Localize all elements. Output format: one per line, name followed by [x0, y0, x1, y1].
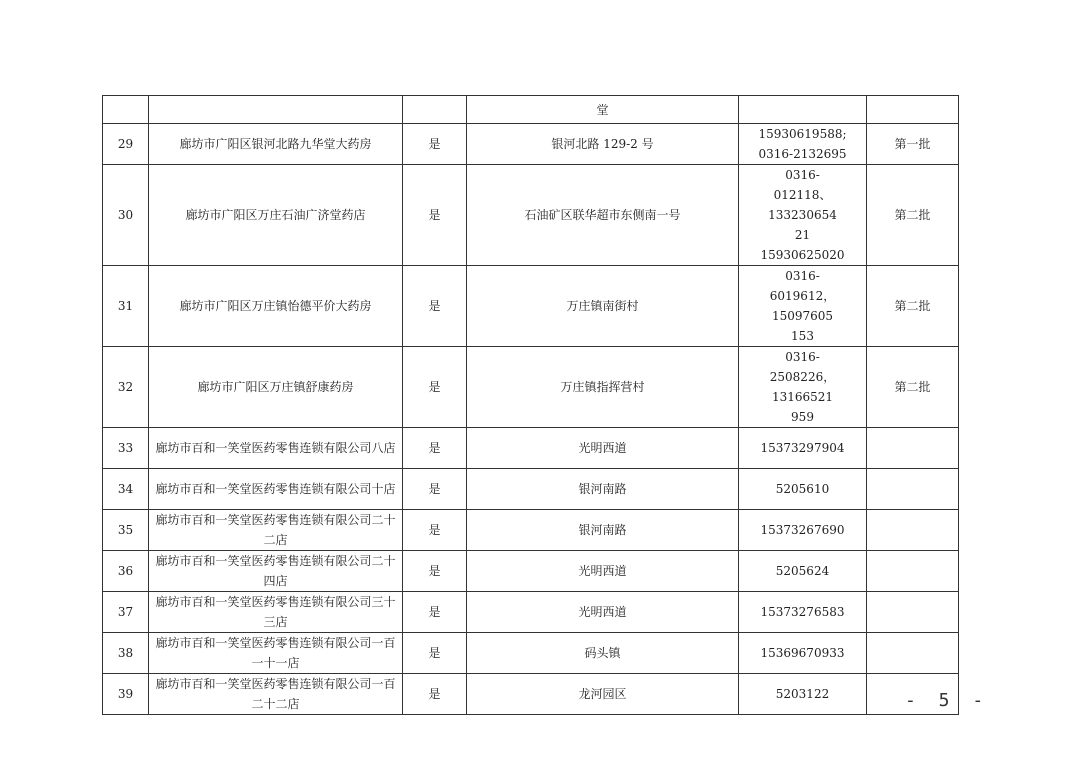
- cell-store-name: 廊坊市百和一笑堂医药零售连锁有限公司八店: [149, 428, 403, 469]
- cell-address: 万庄镇南街村: [467, 266, 739, 347]
- cell-phone: [739, 428, 867, 469]
- table-row: [103, 469, 959, 510]
- phone-line: 5203122: [775, 687, 830, 701]
- cell-store-name: 廊坊市百和一笑堂医药零售连锁有限公司一百一十一店: [149, 633, 403, 674]
- table-row: [103, 96, 959, 124]
- table-row: [103, 347, 959, 428]
- cell-store-name: 廊坊市广阳区万庄镇怡德平价大药房: [149, 266, 403, 347]
- cell-phone: [739, 469, 867, 510]
- cell-flag-yes: 是: [403, 165, 467, 266]
- cell-phone: [739, 551, 867, 592]
- phone-line: 15930625020: [760, 248, 845, 262]
- cell-flag-yes: 是: [403, 633, 467, 674]
- phone-line: 153: [791, 329, 814, 343]
- cell-address: 银河南路: [467, 510, 739, 551]
- phone-line: 15373297904: [760, 441, 845, 455]
- cell-flag-yes: 是: [403, 469, 467, 510]
- cell-phone: [739, 165, 867, 266]
- table-row: [103, 633, 959, 674]
- cell-phone: [739, 633, 867, 674]
- cell-phone: [739, 674, 867, 715]
- cell-store-name: 廊坊市百和一笑堂医药零售连锁有限公司三十三店: [149, 592, 403, 633]
- cell-address: 石油矿区联华超市东侧南一号: [467, 165, 739, 266]
- phone-line: 959: [791, 410, 814, 424]
- cell-store-name: [149, 96, 403, 124]
- cell-batch: [867, 633, 959, 674]
- cell-row-number: 30: [103, 165, 149, 266]
- cell-batch: [867, 592, 959, 633]
- cell-batch: [867, 96, 959, 124]
- table-row: [103, 428, 959, 469]
- cell-store-name: 廊坊市广阳区万庄镇舒康药房: [149, 347, 403, 428]
- cell-phone: [739, 266, 867, 347]
- phone-line: 15369670933: [760, 646, 845, 660]
- cell-row-number: 37: [103, 592, 149, 633]
- cell-batch: [867, 510, 959, 551]
- cell-phone: [739, 124, 867, 165]
- cell-store-name: 廊坊市广阳区银河北路九华堂大药房: [149, 124, 403, 165]
- phone-line: 0316-: [785, 350, 820, 364]
- phone-line: 6019612，15097605: [769, 289, 836, 323]
- cell-phone: [739, 592, 867, 633]
- phone-line: 0316-: [785, 269, 820, 283]
- cell-address: 码头镇: [467, 633, 739, 674]
- phone-line: 15930619588;: [758, 127, 847, 141]
- cell-address: 光明西道: [467, 428, 739, 469]
- cell-flag-yes: 是: [403, 674, 467, 715]
- cell-flag-yes: 是: [403, 266, 467, 347]
- cell-flag-yes: 是: [403, 510, 467, 551]
- table-row: [103, 592, 959, 633]
- cell-flag-yes: 是: [403, 124, 467, 165]
- cell-row-number: 36: [103, 551, 149, 592]
- cell-row-number: 38: [103, 633, 149, 674]
- cell-address: 光明西道: [467, 551, 739, 592]
- cell-phone: [739, 510, 867, 551]
- cell-phone: [739, 96, 867, 124]
- cell-row-number: 31: [103, 266, 149, 347]
- cell-row-number: 34: [103, 469, 149, 510]
- cell-row-number: 33: [103, 428, 149, 469]
- table-row: [103, 165, 959, 266]
- cell-batch: 第二批: [867, 165, 959, 266]
- cell-address: 光明西道: [467, 592, 739, 633]
- cell-batch: [867, 428, 959, 469]
- cell-phone: [739, 347, 867, 428]
- table-row: [103, 674, 959, 715]
- table-row: [103, 551, 959, 592]
- phone-line: 5205610: [775, 482, 830, 496]
- phone-line: 0316-: [785, 168, 820, 182]
- phone-line: 0316-2132695: [758, 147, 847, 161]
- cell-store-name: 廊坊市百和一笑堂医药零售连锁有限公司一百二十二店: [149, 674, 403, 715]
- cell-row-number: [103, 96, 149, 124]
- phone-line: 5205624: [775, 564, 830, 578]
- cell-batch: [867, 469, 959, 510]
- table-body: [103, 96, 959, 715]
- cell-flag-yes: 是: [403, 347, 467, 428]
- cell-flag-yes: [403, 96, 467, 124]
- phone-line: 21: [794, 228, 811, 242]
- cell-batch: [867, 551, 959, 592]
- cell-flag-yes: 是: [403, 551, 467, 592]
- phone-line: 2508226，13166521: [769, 370, 836, 404]
- cell-batch: 第一批: [867, 124, 959, 165]
- cell-address: 堂: [467, 96, 739, 124]
- cell-row-number: 39: [103, 674, 149, 715]
- cell-row-number: 32: [103, 347, 149, 428]
- cell-store-name: 廊坊市百和一笑堂医药零售连锁有限公司十店: [149, 469, 403, 510]
- cell-store-name: 廊坊市广阳区万庄石油广济堂药店: [149, 165, 403, 266]
- cell-flag-yes: 是: [403, 592, 467, 633]
- cell-flag-yes: 是: [403, 428, 467, 469]
- table-row: [103, 124, 959, 165]
- cell-address: 龙河园区: [467, 674, 739, 715]
- table-row: [103, 266, 959, 347]
- pharmacy-table: [102, 95, 959, 715]
- cell-address: 银河南路: [467, 469, 739, 510]
- page-number: - 5 -: [905, 690, 990, 711]
- cell-store-name: 廊坊市百和一笑堂医药零售连锁有限公司二十四店: [149, 551, 403, 592]
- phone-line: 15373276583: [760, 605, 845, 619]
- cell-row-number: 35: [103, 510, 149, 551]
- cell-address: 银河北路 129-2 号: [467, 124, 739, 165]
- cell-address: 万庄镇指挥营村: [467, 347, 739, 428]
- cell-batch: 第二批: [867, 266, 959, 347]
- phone-line: 15373267690: [760, 523, 845, 537]
- table-row: [103, 510, 959, 551]
- cell-batch: 第二批: [867, 347, 959, 428]
- phone-line: 012118、133230654: [768, 188, 837, 222]
- cell-row-number: 29: [103, 124, 149, 165]
- cell-store-name: 廊坊市百和一笑堂医药零售连锁有限公司二十二店: [149, 510, 403, 551]
